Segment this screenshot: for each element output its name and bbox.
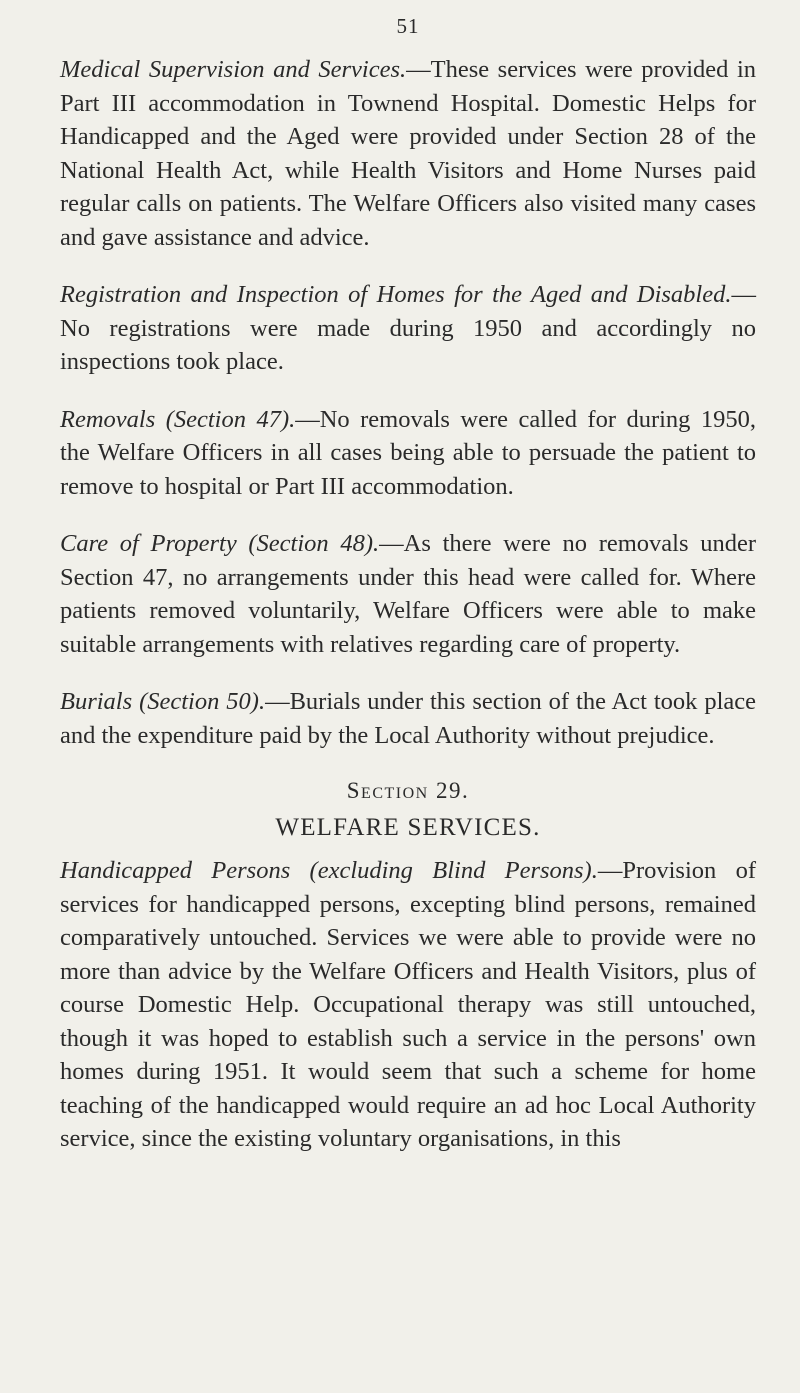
paragraph-registration-inspection [60, 278, 756, 379]
paragraph-body: —These services were provided in Part III accommodation in Townend Hospital. Domestic Helps for Handicapped and the Aged were provided under Section 28 of the National Health Act, while Health Visitors and Home Nurses paid regular calls on patients. The Welfare Officers also visited many cases and gave assistance and advice. [60, 56, 757, 251]
paragraph-heading: Registration and Inspection of Homes for the Aged and Disabled. [60, 281, 732, 308]
paragraph-heading: Care of Property (Section 48). [60, 530, 380, 557]
paragraph-handicapped-persons [60, 854, 756, 1156]
paragraph-medical-supervision [60, 53, 756, 254]
paragraph-removals [60, 403, 756, 504]
paragraph-body: —Burials under this section of the Act took place and the expenditure paid by the Local Authority without prejudice. [60, 688, 757, 749]
paragraph-body: —Provision of services for handicapped persons, excepting blind persons, remained comparatively untouched. Services we were able to provide were no more than advice by the Welfare Officers and Health Visitors, plus of course Domestic Help. Occupational therapy was still untouched, though it was hoped to establish such a service in the persons' own homes during 1951. It would seem that such a scheme for home teaching of the handicapped would require an ad hoc Local Authority service, since the existing voluntary organisations, in this [60, 857, 756, 1152]
paragraph-body: —No registrations were made during 1950 and accordingly no inspections took place. [60, 281, 756, 375]
paragraph-care-of-property [60, 527, 756, 661]
paragraph-body: —No removals were called for during 1950, the Welfare Officers in all cases being able to persuade the patient to remove to hospital or Part III accommodation. [60, 405, 756, 500]
paragraph-heading: Handicapped Persons (excluding Blind Persons). [60, 857, 598, 884]
paragraph-heading: Burials (Section 50). [60, 688, 266, 715]
paragraph-burials [60, 685, 756, 752]
paragraph-body: —As there were no removals under Section 47, no arrangements under this head were called for. Where patients removed voluntarily, Welfare Officers were able to make suitable arrangements with relatives regarding care of property. [60, 530, 756, 658]
paragraph-heading: Removals (Section 47). [60, 405, 296, 433]
page-number: 51 [396, 14, 420, 38]
section-label: Section 29. [346, 778, 470, 803]
paragraph-heading: Medical Supervision and Services. [60, 56, 407, 83]
section-title: WELFARE SERVICES. [275, 814, 541, 841]
